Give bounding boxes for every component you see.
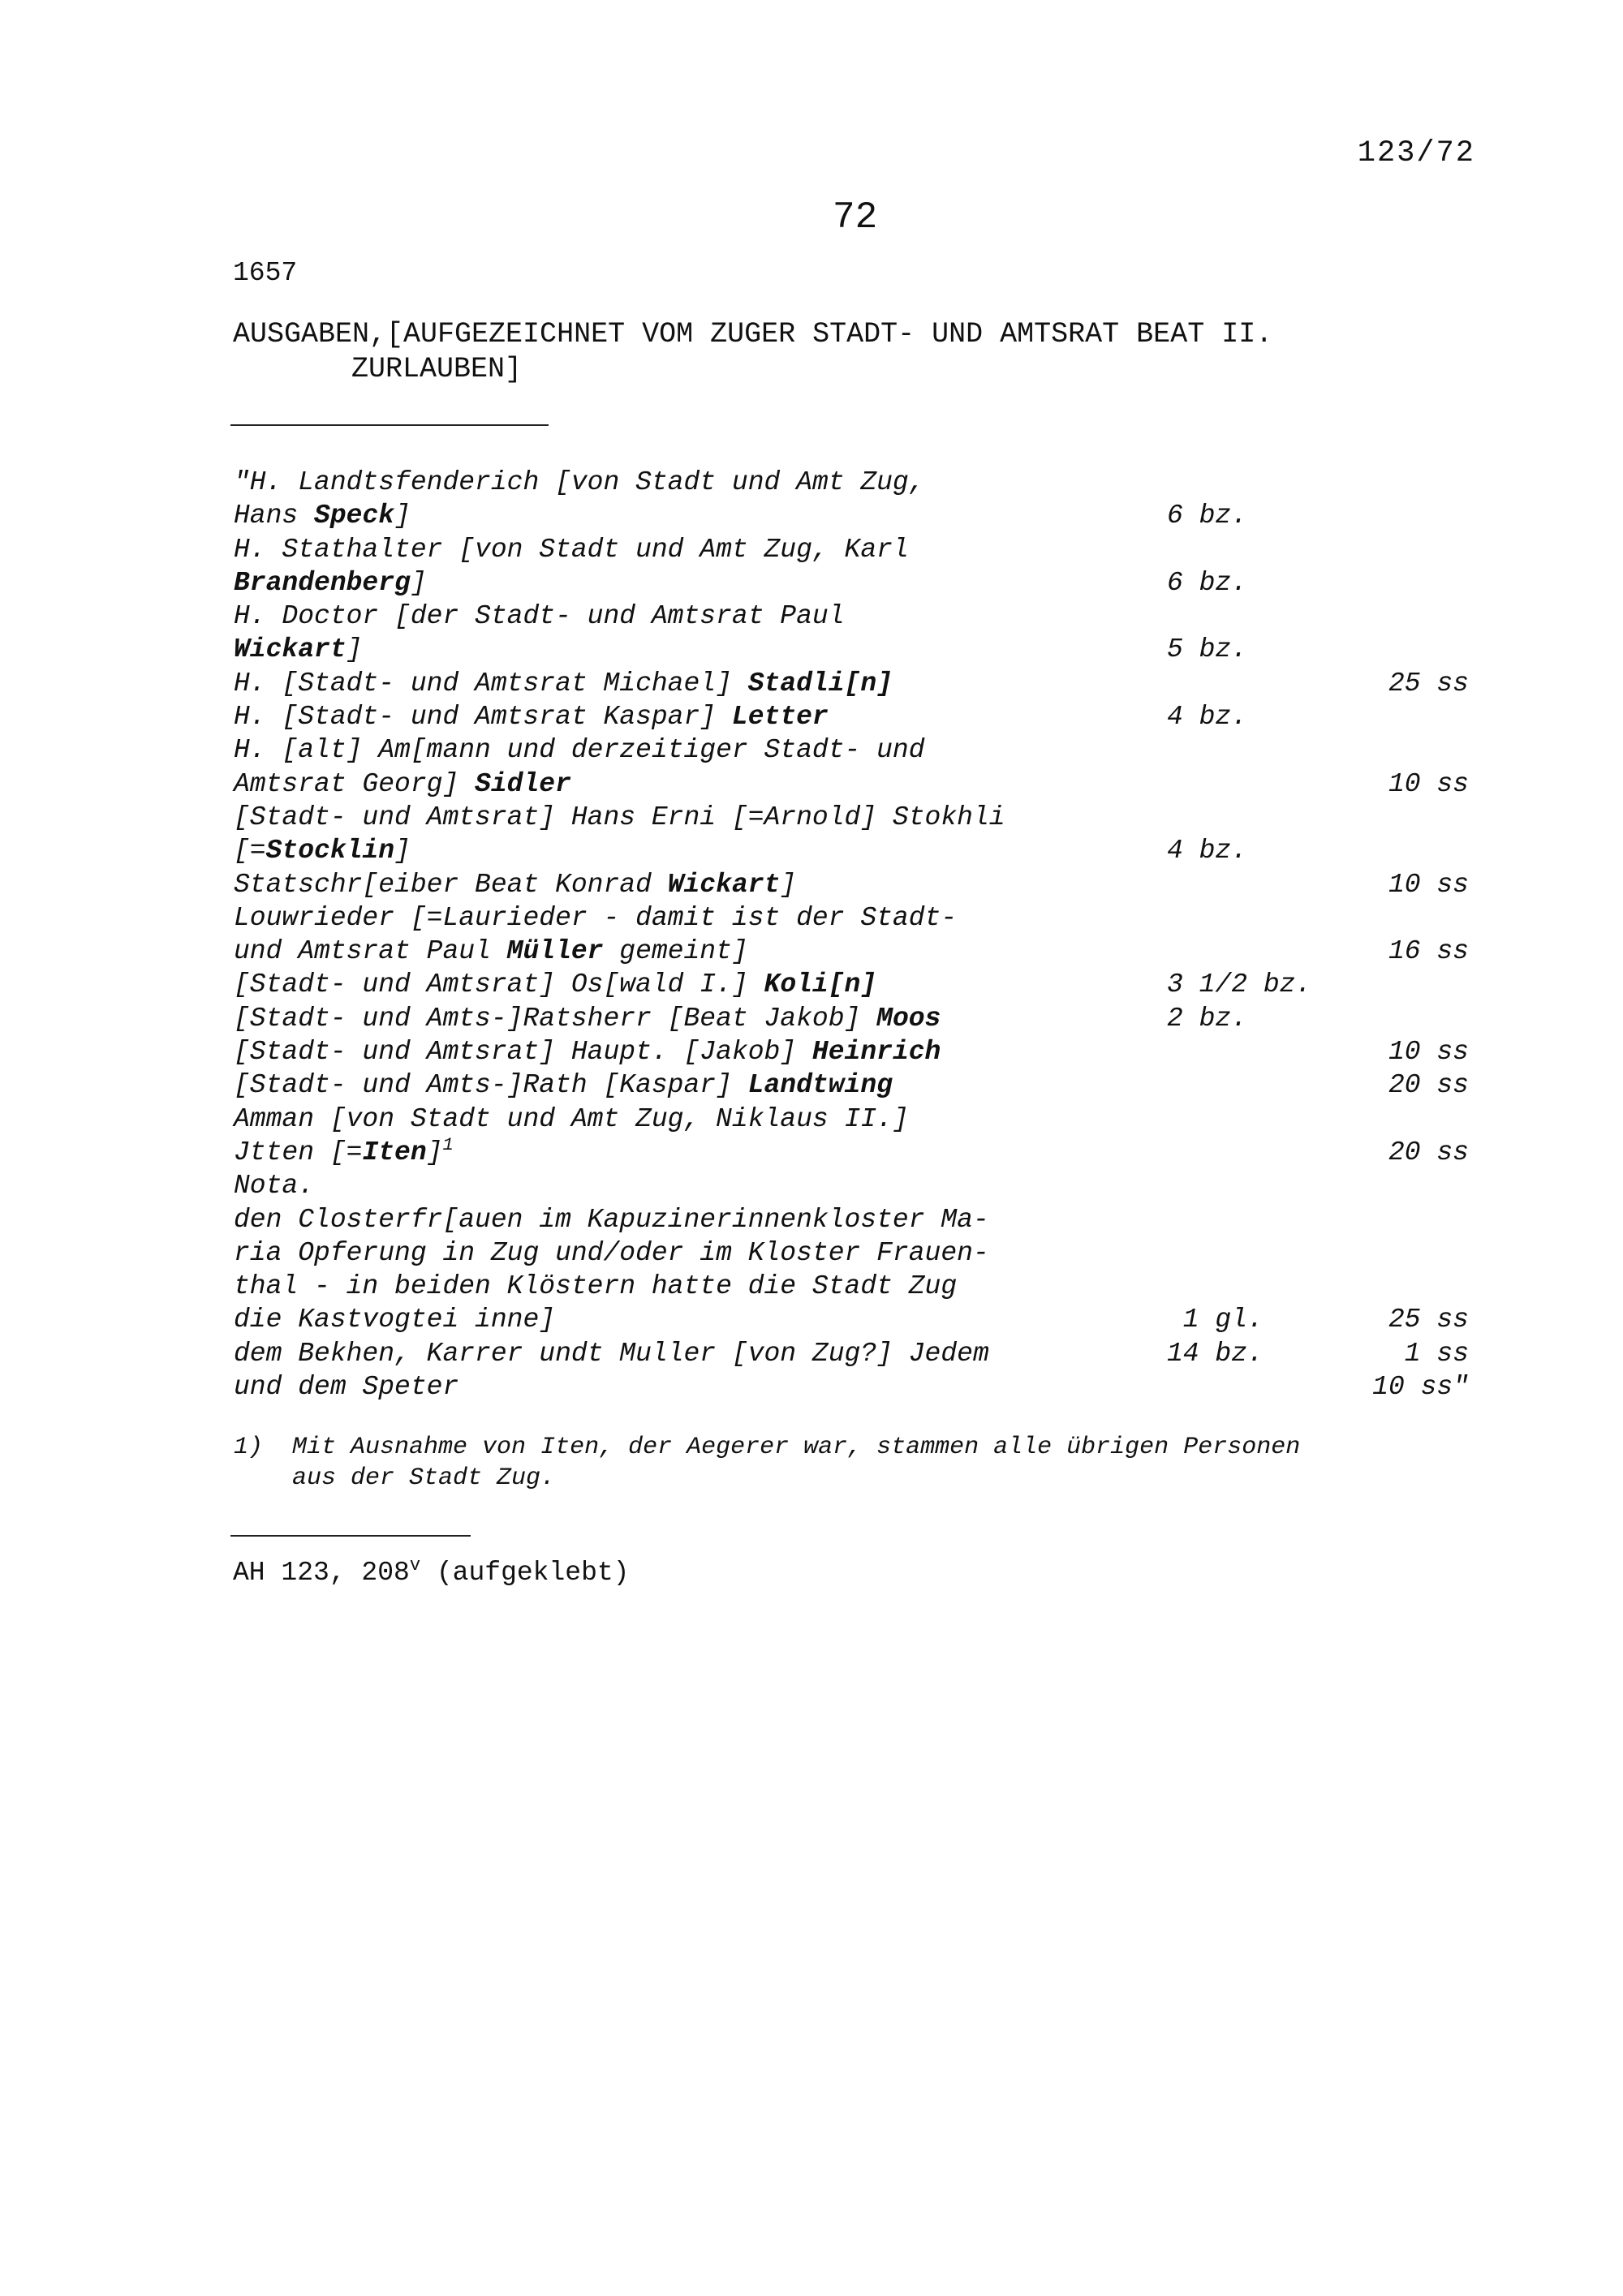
expense-text — [234, 1270, 957, 1303]
expense-text-plain: H. Doctor [der Stadt- und Amtsrat Paul — [234, 601, 845, 632]
amount-schilling: 1 ss — [1404, 1338, 1469, 1369]
expense-person-name: Iten — [362, 1137, 427, 1167]
expense-text-plain: Jtten [= — [234, 1137, 363, 1167]
expense-text — [234, 935, 748, 968]
amount-batzen: 2 bz. — [1167, 1003, 1248, 1034]
expense-text — [234, 733, 925, 767]
expense-text-plain: den Closterfr[auen im Kapuzinerinnenkloster Ma- — [234, 1204, 989, 1235]
expense-line — [234, 1035, 1500, 1068]
expense-line — [234, 1002, 1500, 1035]
document-title-line-1: AUSGABEN,[AUFGEZEICHNET VOM ZUGER STADT- UND AMTSRAT BEAT II. — [233, 318, 1273, 350]
amount-schilling: 10 ss" — [1372, 1372, 1469, 1403]
expense-text-suffix: ] — [410, 567, 427, 598]
expense-text — [234, 566, 427, 600]
expense-person-name: Wickart — [234, 634, 347, 665]
expense-line — [234, 499, 1500, 532]
expense-text — [234, 1002, 941, 1035]
expense-text — [234, 1303, 555, 1336]
expense-text — [234, 1236, 989, 1270]
expense-line — [234, 633, 1500, 666]
title-divider — [230, 424, 549, 426]
footnote-line-1: 1) Mit Ausnahme von Iten, der Aegerer war, stammen alle übrigen Personen — [234, 1434, 1301, 1461]
expense-line — [234, 667, 1500, 700]
expense-person-name: Landtwing — [747, 1070, 893, 1101]
expense-entries — [234, 466, 1500, 1404]
expense-line — [234, 600, 1500, 633]
expense-text-plain: [Stadt- und Amtsrat] Haupt. [Jakob] — [234, 1037, 812, 1068]
expense-text-plain: ria Opferung in Zug und/oder im Kloster Frauen- — [234, 1237, 989, 1268]
amount-schilling: 10 ss — [1388, 869, 1469, 900]
expense-line — [234, 1169, 1500, 1202]
expense-person-name: Letter — [731, 702, 829, 733]
amount-batzen: 3 1/2 bz. — [1167, 970, 1312, 1000]
expense-line — [234, 533, 1500, 566]
amount-batzen: 1 gl. — [1167, 1305, 1264, 1335]
expense-text — [234, 834, 411, 867]
amount-schilling: 10 ss — [1388, 768, 1469, 799]
expense-text-plain: Amtsrat Georg] — [234, 768, 476, 799]
expense-text-plain: "H. Landtsfenderich [von Stadt und Amt Zug, — [234, 467, 925, 497]
amount-schilling: 25 ss — [1388, 668, 1469, 699]
expense-line — [234, 935, 1500, 968]
expense-line — [234, 801, 1500, 834]
expense-text — [234, 1169, 314, 1202]
expense-text-plain: Louwrieder [=Laurieder - damit ist der Stadt- — [234, 902, 958, 933]
expense-person-name: Müller — [506, 936, 604, 967]
expense-text — [234, 600, 845, 633]
expense-text-plain: H. [Stadt- und Amtsrat Kaspar] — [234, 702, 732, 733]
expense-text-plain: [= — [234, 836, 266, 866]
expense-person-name: Stocklin — [265, 836, 395, 866]
expense-line — [234, 700, 1500, 733]
expense-person-name: Koli[n] — [764, 970, 877, 1000]
expense-line — [234, 868, 1500, 901]
footnote-divider — [230, 1535, 471, 1537]
expense-text — [234, 499, 411, 532]
expense-text — [234, 667, 893, 700]
expense-line — [234, 834, 1500, 867]
expense-line — [234, 1370, 1500, 1404]
expense-line — [234, 968, 1500, 1001]
amount-batzen: 4 bz. — [1167, 836, 1248, 866]
expense-text — [234, 1103, 909, 1136]
footnote-line-2: aus der Stadt Zug. — [292, 1464, 556, 1492]
expense-text — [234, 901, 957, 935]
expense-person-name: Moos — [876, 1003, 941, 1034]
expense-text — [234, 466, 925, 499]
expense-text — [234, 700, 829, 733]
expense-text — [234, 1203, 989, 1236]
expense-text — [234, 1337, 989, 1370]
source-verso-mark: v — [409, 1555, 421, 1576]
source-suffix: (aufgeklebt) — [420, 1558, 630, 1588]
expense-text-suffix: ] — [394, 501, 411, 531]
expense-line — [234, 466, 1500, 499]
expense-person-name: Brandenberg — [234, 567, 411, 598]
expense-text-plain: und Amtsrat Paul — [234, 936, 507, 967]
amount-batzen: 6 bz. — [1167, 567, 1248, 598]
expense-line — [234, 1136, 1500, 1169]
expense-person-name: Sidler — [475, 768, 571, 799]
source-text: AH 123, 208 — [233, 1558, 410, 1588]
expense-text-plain: dem Bekhen, Karrer undt Muller [von Zug?] Jedem — [234, 1338, 989, 1369]
amount-schilling: 20 ss — [1388, 1137, 1469, 1167]
expense-text-plain: H. [alt] Am[mann und derzeitiger Stadt- und — [234, 735, 925, 766]
expense-text — [234, 868, 796, 901]
expense-text-suffix: ] — [346, 634, 363, 665]
expense-line — [234, 733, 1500, 767]
expense-text-plain: [Stadt- und Amtsrat] Os[wald I.] — [234, 970, 764, 1000]
expense-line — [234, 1337, 1500, 1370]
amount-batzen: 14 bz. — [1167, 1338, 1264, 1369]
source-reference — [233, 1555, 630, 1588]
amount-schilling: 16 ss — [1388, 936, 1469, 967]
expense-text-plain: Amman [von Stadt und Amt Zug, Niklaus II.] — [234, 1103, 909, 1134]
expense-line — [234, 1270, 1500, 1303]
expense-text-plain: H. Stathalter [von Stadt und Amt Zug, Karl — [234, 534, 909, 565]
expense-text-plain: Nota. — [234, 1171, 315, 1202]
expense-text-plain: thal - in beiden Klöstern hatte die Stadt Zug — [234, 1271, 958, 1302]
document-year: 1657 — [233, 258, 298, 288]
amount-schilling: 20 ss — [1388, 1070, 1469, 1101]
expense-text-suffix: ] — [426, 1137, 443, 1167]
expense-text — [234, 533, 909, 566]
expense-text — [234, 968, 876, 1001]
expense-text-plain: [Stadt- und Amts-]Ratsherr [Beat Jakob] — [234, 1003, 877, 1034]
page-number: 72 — [833, 196, 878, 239]
expense-person-name: Wickart — [667, 869, 781, 900]
expense-text-plain: Hans — [234, 501, 315, 531]
expense-text-plain: Statschr[eiber Beat Konrad — [234, 869, 668, 900]
expense-text-plain: H. [Stadt- und Amtsrat Michael] — [234, 668, 748, 699]
expense-text — [234, 801, 1005, 834]
amount-schilling: 10 ss — [1388, 1037, 1469, 1068]
expense-person-name: Speck — [314, 501, 395, 531]
expense-text — [234, 1035, 941, 1068]
expense-text-suffix: ] — [394, 836, 411, 866]
expense-person-name: Heinrich — [812, 1037, 941, 1068]
expense-line — [234, 1068, 1500, 1102]
expense-line — [234, 1303, 1500, 1336]
amount-schilling: 25 ss — [1388, 1305, 1469, 1335]
expense-line — [234, 767, 1500, 801]
expense-line — [234, 566, 1500, 600]
expense-text-plain: die Kastvogtei inne] — [234, 1305, 556, 1335]
expense-line — [234, 1103, 1500, 1136]
amount-batzen: 4 bz. — [1167, 702, 1248, 733]
expense-text — [234, 633, 362, 666]
expense-text-suffix: ] — [780, 869, 797, 900]
expense-text-suffix: gemeint] — [603, 936, 748, 967]
archive-reference: 123/72 — [1357, 136, 1475, 170]
expense-person-name: Stadli[n] — [747, 668, 893, 699]
expense-line — [234, 1236, 1500, 1270]
expense-line — [234, 901, 1500, 935]
expense-text-plain: und dem Speter — [234, 1372, 459, 1403]
expense-text — [234, 1136, 454, 1169]
expense-text — [234, 767, 571, 801]
expense-text — [234, 1068, 893, 1102]
expense-line — [234, 1203, 1500, 1236]
document-title-line-2: ZURLAUBEN] — [351, 353, 523, 385]
amount-batzen: 5 bz. — [1167, 634, 1248, 665]
expense-text — [234, 1370, 458, 1404]
footnote-marker: 1 — [442, 1134, 454, 1155]
expense-text-plain: [Stadt- und Amtsrat] Hans Erni [=Arnold] Stokhli — [234, 802, 1005, 832]
expense-text-plain: [Stadt- und Amts-]Rath [Kaspar] — [234, 1070, 748, 1101]
amount-batzen: 6 bz. — [1167, 501, 1248, 531]
